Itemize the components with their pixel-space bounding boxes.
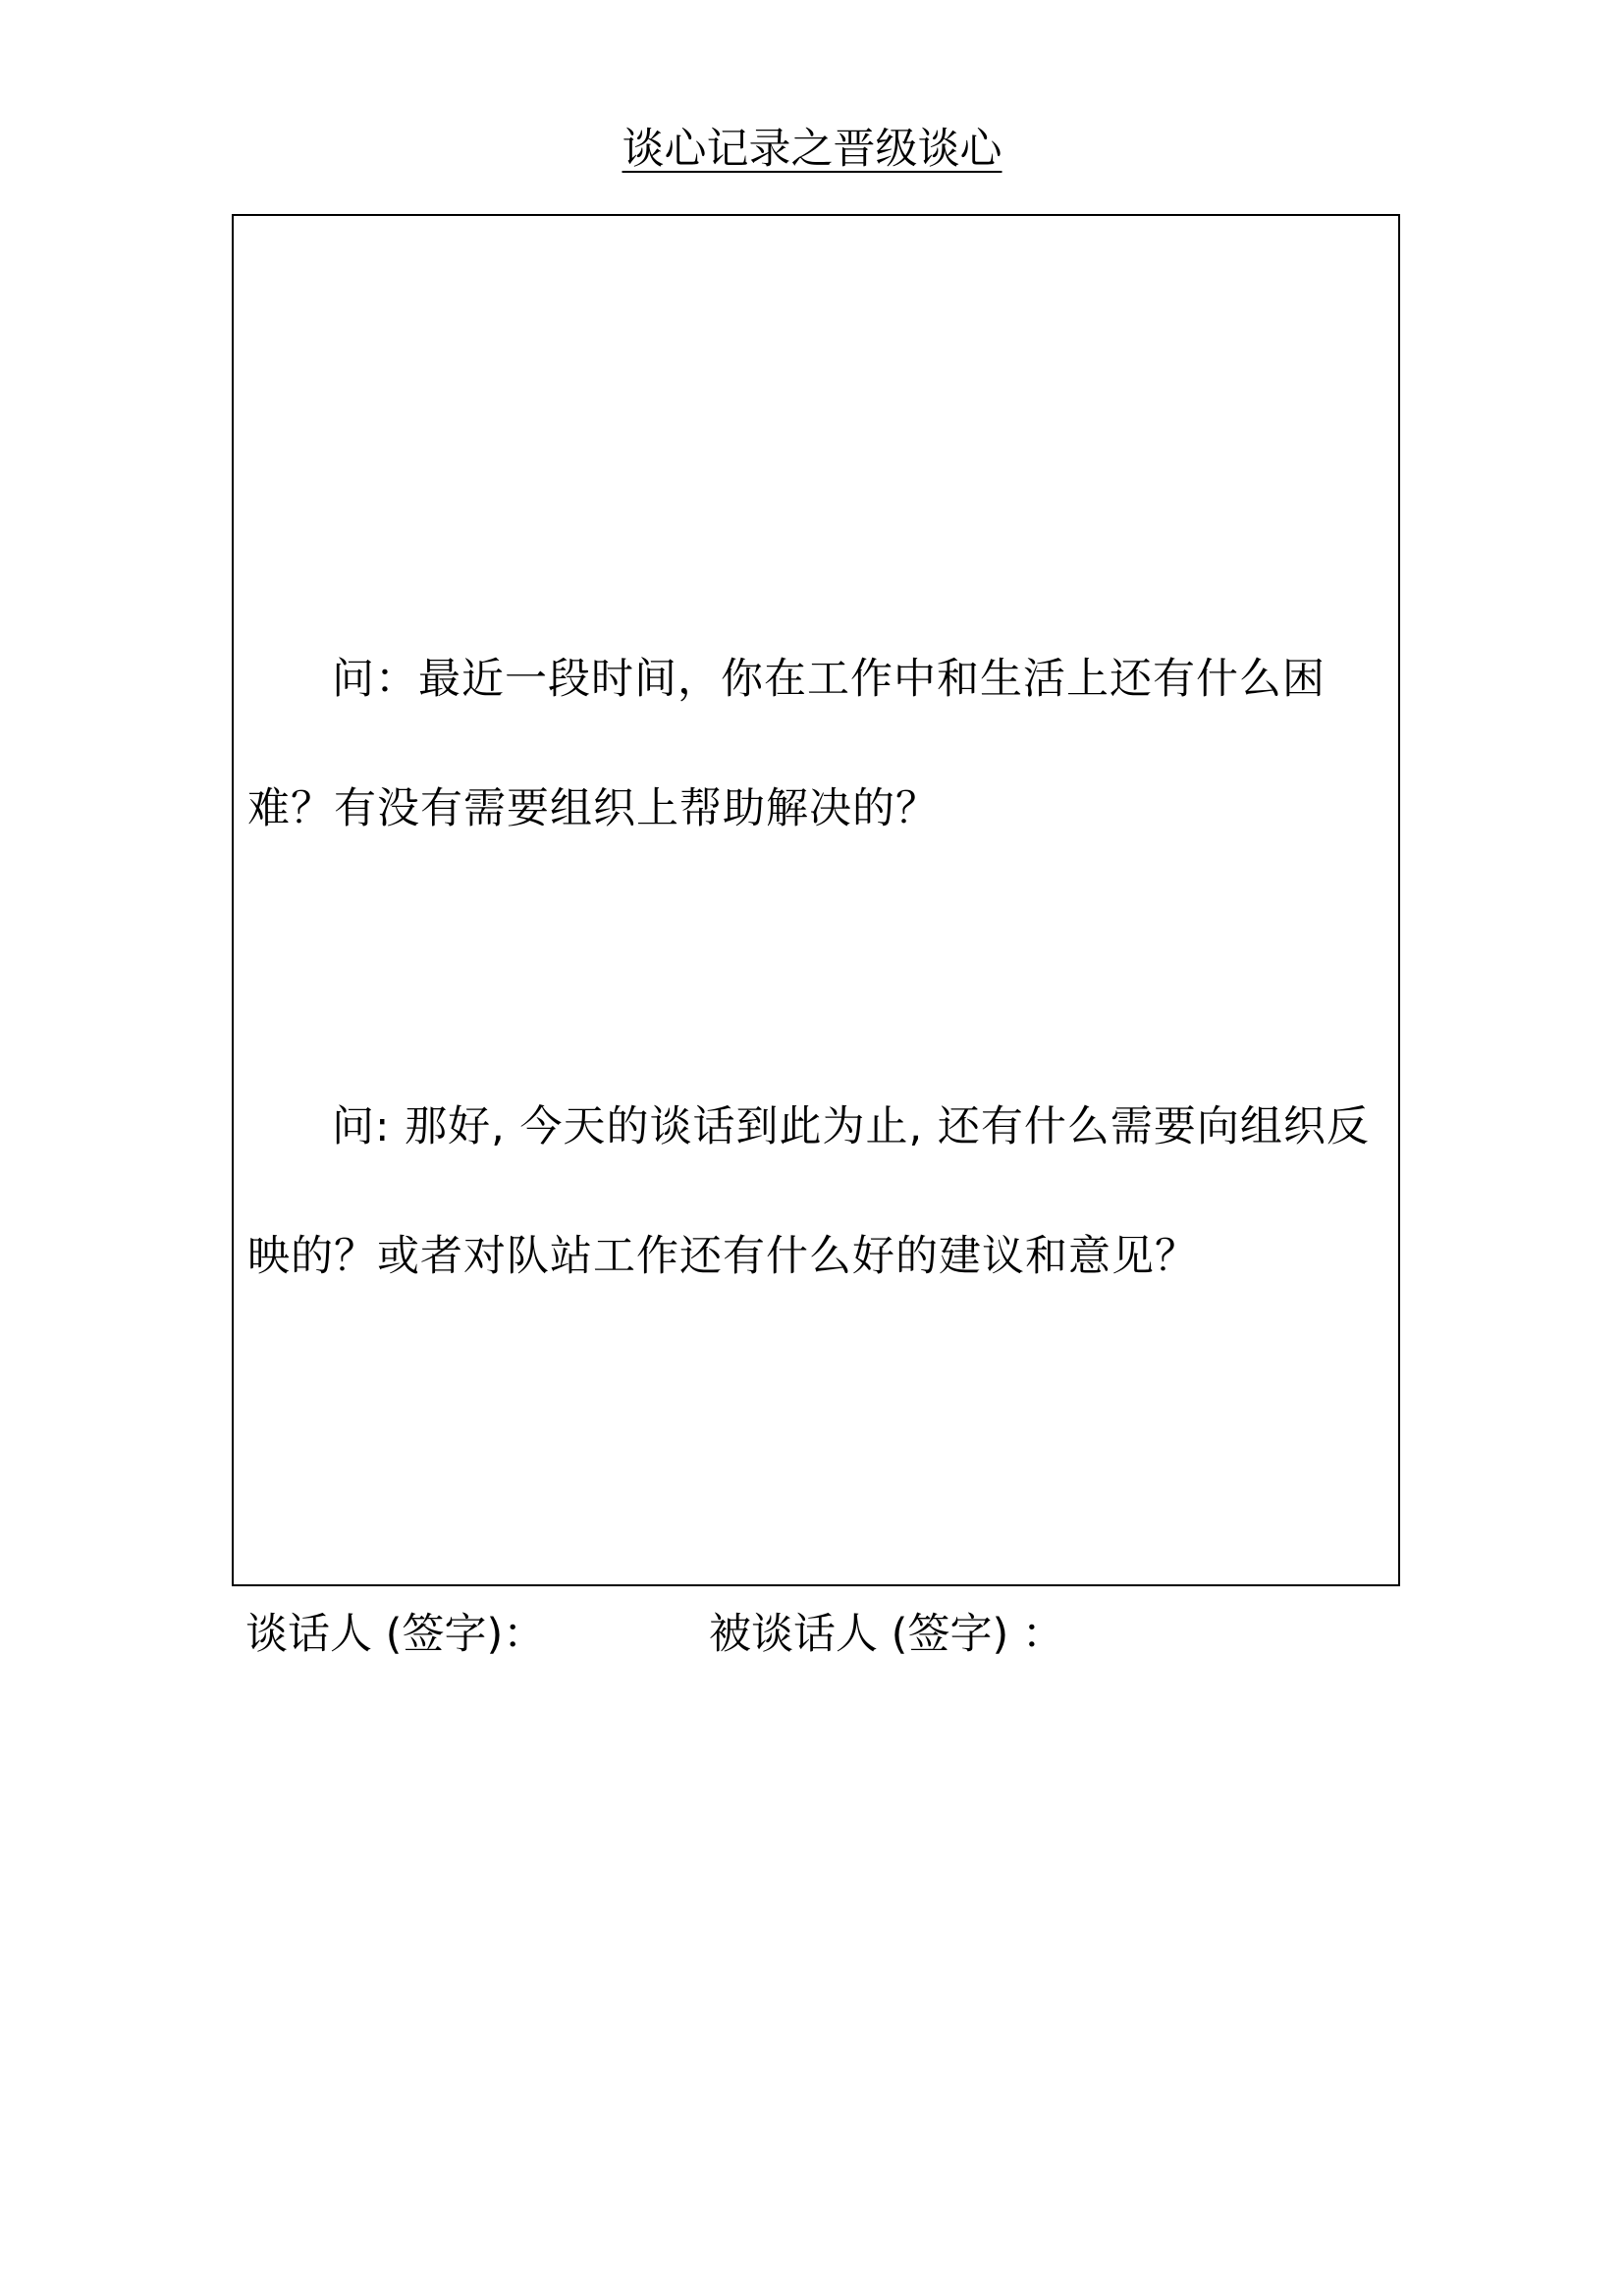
question-2: 问: 那好, 今天的谈话到此为止, 还有什么需要向组织反映的？或者对队站工作还有什么好的建议和意见？	[247, 1102, 1370, 1281]
interviewee-signature-label: 被谈话人 (签字) ：	[709, 1610, 1064, 1659]
signature-row	[245, 1602, 1384, 1667]
record-box	[232, 214, 1400, 1586]
page-title	[0, 120, 1624, 179]
question-1: 问：最近一段时间，你在工作中和生活上还有什么困难？有没有需要组织上帮助解决的？	[247, 655, 1326, 833]
interviewer-signature-label: 谈话人 (签字)：	[245, 1610, 546, 1659]
page-title-text: 谈心记录之晋级谈心	[622, 125, 1002, 174]
